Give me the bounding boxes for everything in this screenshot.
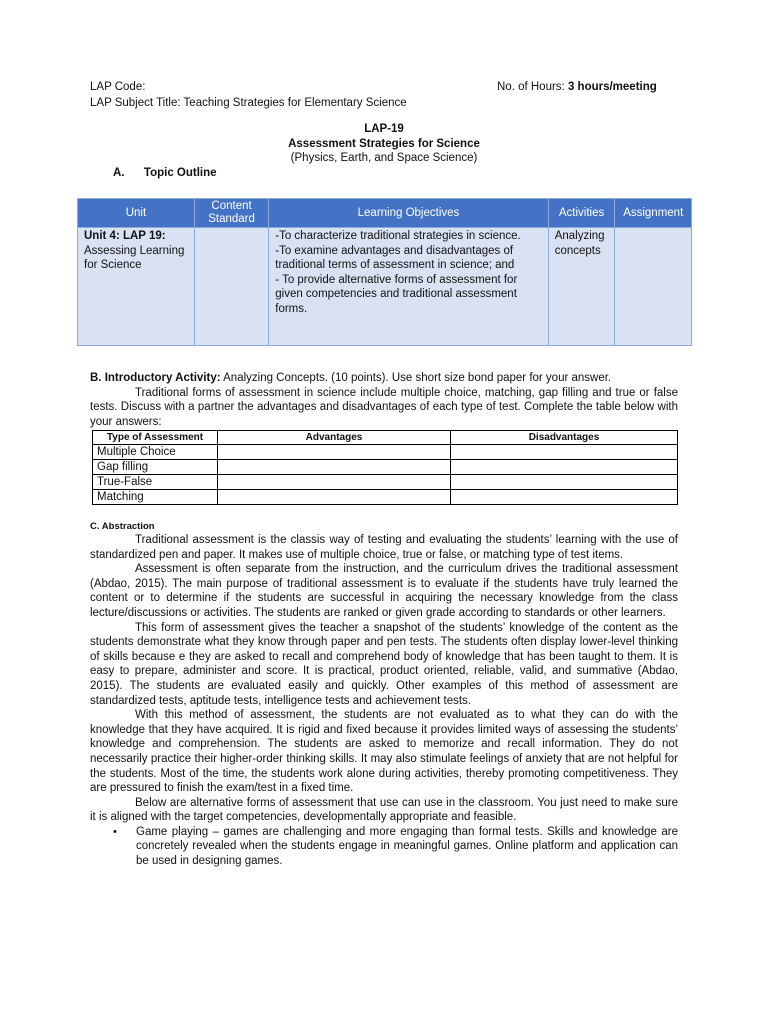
disadvantages-cell[interactable]	[451, 445, 678, 460]
column-header-activities: Activities	[548, 199, 615, 228]
disadvantages-cell[interactable]	[451, 460, 678, 475]
table-row	[93, 475, 678, 490]
topic-outline-heading	[113, 166, 217, 181]
topic-outline-letter: A.	[113, 167, 125, 179]
hours-label: No. of Hours:	[497, 81, 565, 93]
lap-code-label: LAP Code:	[90, 81, 146, 93]
disadvantages-cell[interactable]	[451, 475, 678, 490]
header-right	[497, 80, 717, 95]
assessment-type-cell: Matching	[93, 490, 218, 505]
title-block	[0, 122, 768, 166]
column-header-type: Type of Assessment	[93, 431, 218, 445]
abstraction-paragraph: This form of assessment gives the teacher a snapshot of the students’ knowledge of the content as the students demonstrate what they know through paper and pen tests. The students often display lower-level thinking of skills because e they are asked to recall and comprehend body of knowledge that has been taught to them. It is easy to prepare, administer and score. It is practical, product oriented, reliable, valid, and summative (Abdao, 2015). The students are evaluated easily and quickly. Other examples of this method of assessment are standardized tests, aptitude tests, intelligence tests and achievement tests.	[90, 621, 678, 707]
assessment-table-header-row	[93, 431, 678, 445]
abstraction-paragraph: Below are alternative forms of assessment that use can use in the classroom. You just need to make sure it is aligned with the target competencies, developmentally appropriate and feasible.	[90, 796, 678, 824]
table-row	[93, 445, 678, 460]
bullet-icon: •	[113, 825, 117, 838]
column-header-learning-objectives: Learning Objectives	[269, 199, 548, 228]
assessment-comparison-table	[92, 430, 678, 505]
topic-outline-table	[77, 198, 692, 346]
column-header-unit: Unit	[78, 199, 195, 228]
unit-title: Unit 4: LAP 19:	[84, 230, 166, 242]
column-header-disadvantages: Disadvantages	[451, 431, 678, 445]
advantages-cell[interactable]	[218, 460, 451, 475]
hours-value: 3 hours/meeting	[567, 81, 657, 93]
list-item-text: Game playing – games are challenging and more engaging than formal tests. Skills and knowledge are concretely revealed when the students engage in meaningful games. Online platform and application can be used in designing games.	[136, 825, 678, 868]
section-b-paragraph: Traditional forms of assessment in science include multiple choice, matching, gap filling and true or false tests. Discuss with a partner the advantages and disadvantages of each type of test. Complete the table below with your answers:	[90, 386, 678, 428]
objective-item: -To characterize traditional strategies in science.	[275, 230, 521, 242]
document-subtitle: (Physics, Earth, and Space Science)	[290, 152, 478, 165]
activities-cell: Analyzing concepts	[548, 228, 615, 346]
content-standard-cell	[194, 228, 268, 346]
section-b-label: B. Introductory Activity:	[90, 372, 221, 384]
section-b-instructions: Analyzing Concepts. (10 points). Use short size bond paper for your answer.	[223, 372, 612, 384]
introductory-activity-heading	[90, 371, 678, 386]
topic-outline-row	[78, 228, 692, 346]
objective-item: - To provide alternative forms of assessment for given competencies and traditional assessment forms.	[275, 273, 518, 315]
unit-cell	[78, 228, 195, 346]
column-header-content-standard: Content Standard	[194, 199, 268, 228]
assessment-type-cell: Gap filling	[93, 460, 218, 475]
document-title: Assessment Strategies for Science	[288, 137, 480, 150]
advantages-cell[interactable]	[218, 490, 451, 505]
table-row	[93, 490, 678, 505]
list-item	[90, 825, 678, 869]
unit-description: Assessing Learning for Science	[84, 244, 185, 272]
lap-subject-title: LAP Subject Title: Teaching Strategies for Elementary Science	[90, 96, 407, 109]
advantages-cell[interactable]	[218, 445, 451, 460]
abstraction-heading: C. Abstraction	[90, 521, 155, 532]
objective-item: -To examine advantages and disadvantages of traditional terms of assessment in science; and	[275, 244, 515, 272]
lap-number: LAP-19	[364, 123, 404, 135]
advantages-cell[interactable]	[218, 475, 451, 490]
introductory-activity-section	[90, 371, 678, 429]
assignment-cell	[615, 228, 692, 346]
abstraction-paragraph: Traditional assessment is the classis way of testing and evaluating the students’ learning with the use of standardized pen and paper. It makes use of multiple choice, true or false, or matching type of test items.	[90, 534, 678, 561]
column-header-assignment: Assignment	[615, 199, 692, 228]
abstraction-section	[90, 533, 678, 869]
disadvantages-cell[interactable]	[451, 490, 678, 505]
assessment-type-cell: True-False	[93, 475, 218, 490]
learning-objectives-cell	[269, 228, 548, 346]
topic-outline-title: Topic Outline	[143, 167, 217, 179]
column-header-advantages: Advantages	[218, 431, 451, 445]
topic-outline-header-row	[78, 199, 692, 228]
header-left	[90, 80, 490, 110]
abstraction-paragraph: With this method of assessment, the students are not evaluated as to what they can do with the knowledge that they have acquired. It is rigid and fixed because it provides limited ways of assessing the students’ knowledge and comprehension. The students are asked to memorize and recall information. They do not necessarily practice their higher-order thinking skills. It may also stimulate feelings of anxiety that are not helpful for the students. Most of the time, the students work alone during activities, thereby promoting competitiveness. They are pressured to finish the exam/test in a fixed time.	[90, 709, 678, 795]
assessment-type-cell: Multiple Choice	[93, 445, 218, 460]
table-row	[93, 460, 678, 475]
alternative-assessment-list	[90, 825, 678, 869]
abstraction-paragraph: Assessment is often separate from the instruction, and the curriculum drives the traditional assessment (Abdao, 2015). The main purpose of traditional assessment is to evaluate if the students have truly learned the content or to determine if the students are successful in acquiring the necessary knowledge from the class lecture/discussions or activities. The students are ranked or given grade according to standards or other learners.	[90, 563, 678, 619]
